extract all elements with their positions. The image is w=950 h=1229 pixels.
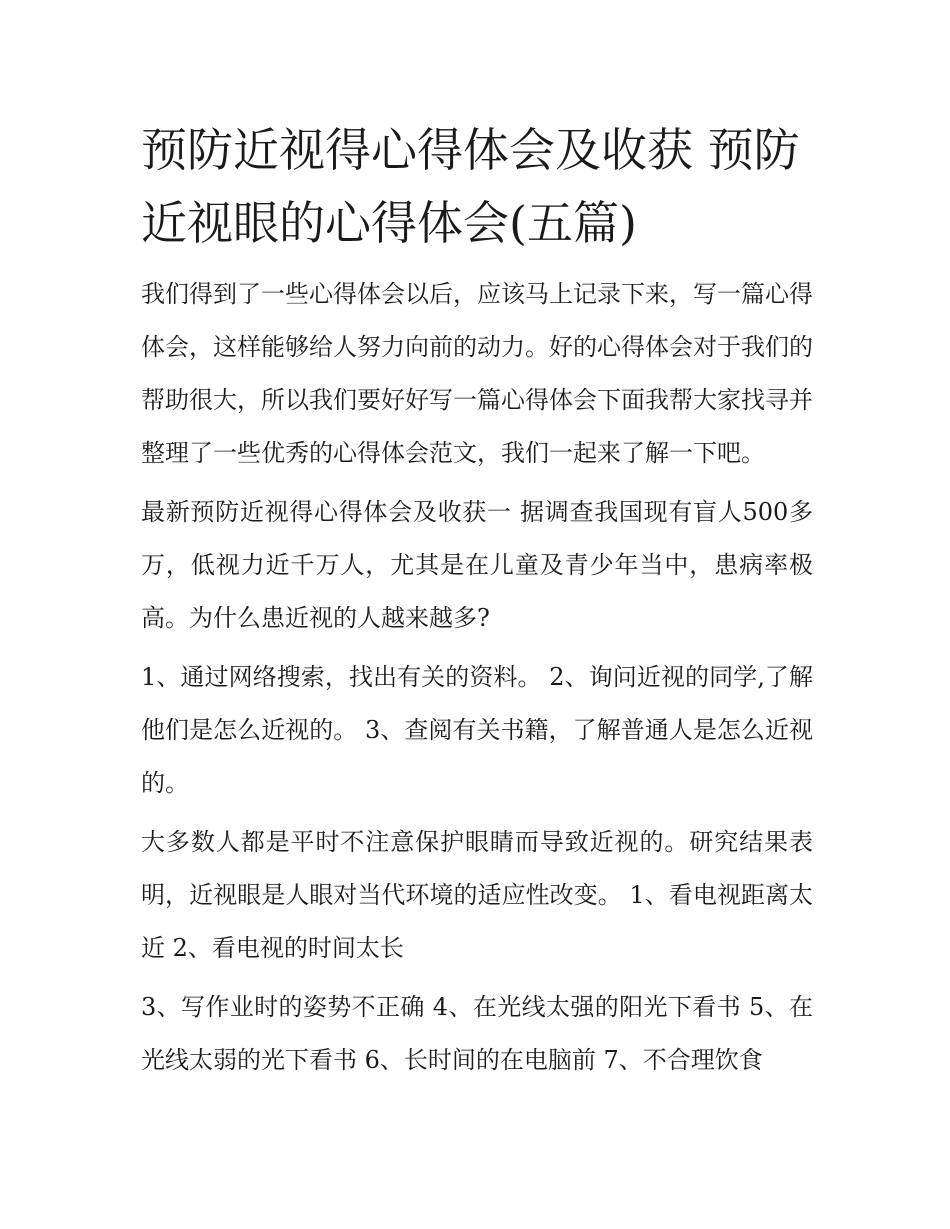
- paragraph-causes-list: 3、写作业时的姿势不正确 4、在光线太强的阳光下看书 5、在光线太弱的光下看书 6、长时间的在电脑前 7、不合理饮食: [141, 993, 813, 1074]
- document-page: [141, 114, 813, 1087]
- paragraph-intro: 我们得到了一些心得体会以后，应该马上记录下来，写一篇心得体会，这样能够给人努力向前的动力。好的心得体会对于我们的帮助很大，所以我们要好好写一篇心得体会下面我帮大家找寻并整理了一些优秀的心得体会范文，我们一起来了解一下吧。: [141, 280, 813, 467]
- paragraph-methods: 1、通过网络搜索，找出有关的资料。 2、询问近视的同学,了解他们是怎么近视的。 3、查阅有关书籍，了解普通人是怎么近视的。: [141, 663, 813, 797]
- paragraph-causes: 大多数人都是平时不注意保护眼睛而导致近视的。研究结果表明，近视眼是人眼对当代环境的适应性改变。 1、看电视距离太近 2、看电视的时间太长: [141, 828, 813, 962]
- document-title: 预防近视得心得体会及收获 预防近视眼的心得体会(五篇): [141, 123, 800, 250]
- paragraph-survey: 最新预防近视得心得体会及收获一 据调查我国现有盲人500多万，低视力近千万人，尤其是在儿童及青少年当中，患病率极高。为什么患近视的人越来越多?: [141, 498, 813, 632]
